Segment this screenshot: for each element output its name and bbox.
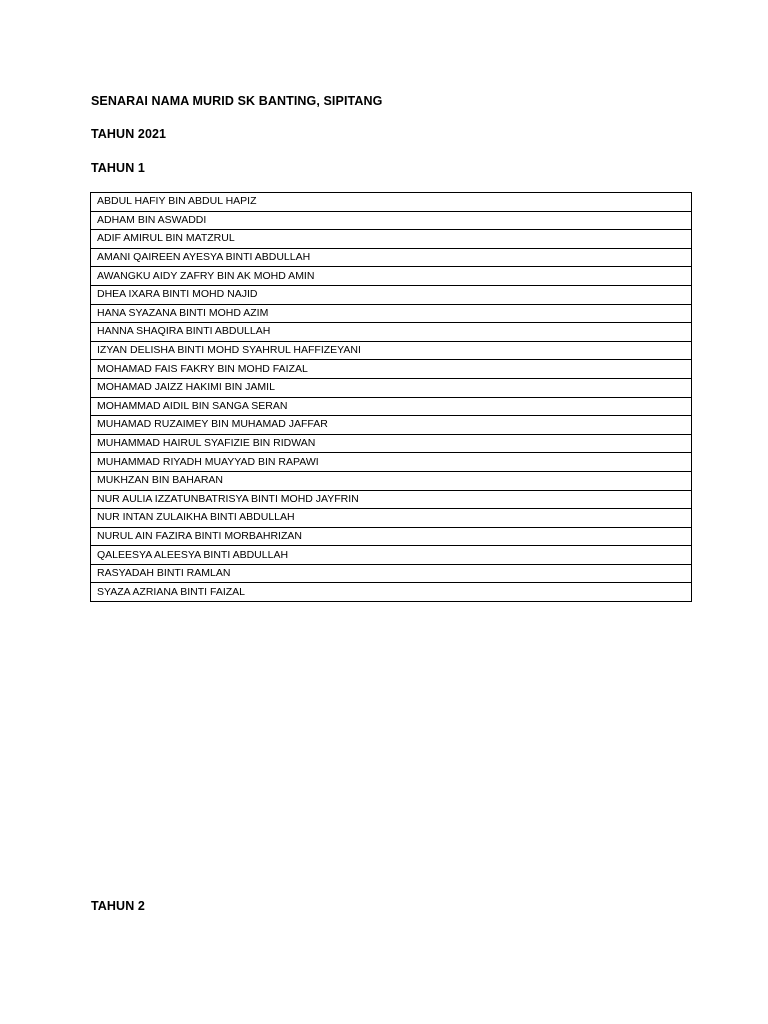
student-name-cell: AMANI QAIREEN AYESYA BINTI ABDULLAH	[91, 248, 692, 267]
student-name-cell: QALEESYA ALEESYA BINTI ABDULLAH	[91, 546, 692, 565]
student-name-cell: MUHAMMAD RIYADH MUAYYAD BIN RAPAWI	[91, 453, 692, 472]
table-row	[91, 378, 692, 397]
student-name-cell: DHEA IXARA BINTI MOHD NAJID	[91, 285, 692, 304]
student-name-cell: MUKHZAN BIN BAHARAN	[91, 471, 692, 490]
table-row	[91, 583, 692, 602]
table-row	[91, 248, 692, 267]
table-row	[91, 211, 692, 230]
section-title-tahun-1: TAHUN 1	[91, 161, 145, 175]
table-row	[91, 397, 692, 416]
table-row	[91, 527, 692, 546]
table-row	[91, 416, 692, 435]
table-row	[91, 509, 692, 528]
student-name-cell: RASYADAH BINTI RAMLAN	[91, 564, 692, 583]
table-row	[91, 285, 692, 304]
student-name-cell: ADHAM BIN ASWADDI	[91, 211, 692, 230]
student-name-cell: HANA SYAZANA BINTI MOHD AZIM	[91, 304, 692, 323]
table-row	[91, 546, 692, 565]
table-row	[91, 453, 692, 472]
table-row	[91, 490, 692, 509]
student-name-cell: MUHAMMAD HAIRUL SYAFIZIE BIN RIDWAN	[91, 434, 692, 453]
table-row	[91, 434, 692, 453]
student-name-cell: ADIF AMIRUL BIN MATZRUL	[91, 230, 692, 249]
table-row	[91, 564, 692, 583]
student-name-cell: MOHAMMAD AIDIL BIN SANGA SERAN	[91, 397, 692, 416]
document-title: SENARAI NAMA MURID SK BANTING, SIPITANG	[91, 94, 383, 108]
table-row	[91, 341, 692, 360]
table-row	[91, 471, 692, 490]
student-name-cell: NURUL AIN FAZIRA BINTI MORBAHRIZAN	[91, 527, 692, 546]
student-name-cell: NUR INTAN ZULAIKHA BINTI ABDULLAH	[91, 509, 692, 528]
student-name-table	[90, 192, 692, 602]
student-name-cell: MOHAMAD FAIS FAKRY BIN MOHD FAIZAL	[91, 360, 692, 379]
document-year: TAHUN 2021	[91, 127, 167, 141]
table-row	[91, 360, 692, 379]
student-name-cell: MUHAMAD RUZAIMEY BIN MUHAMAD JAFFAR	[91, 416, 692, 435]
student-name-cell: AWANGKU AIDY ZAFRY BIN AK MOHD AMIN	[91, 267, 692, 286]
student-name-rows	[91, 193, 692, 602]
table-row	[91, 304, 692, 323]
student-name-cell: ABDUL HAFIY BIN ABDUL HAPIZ	[91, 193, 692, 212]
table-row	[91, 230, 692, 249]
section-title-tahun-2: TAHUN 2	[91, 899, 145, 913]
student-name-cell: NUR AULIA IZZATUNBATRISYA BINTI MOHD JAYFRIN	[91, 490, 692, 509]
student-name-cell: SYAZA AZRIANA BINTI FAIZAL	[91, 583, 692, 602]
student-name-cell: IZYAN DELISHA BINTI MOHD SYAHRUL HAFFIZEYANI	[91, 341, 692, 360]
student-name-cell: MOHAMAD JAIZZ HAKIMI BIN JAMIL	[91, 378, 692, 397]
table-row	[91, 267, 692, 286]
table-row	[91, 323, 692, 342]
table-row	[91, 193, 692, 212]
student-name-cell: HANNA SHAQIRA BINTI ABDULLAH	[91, 323, 692, 342]
